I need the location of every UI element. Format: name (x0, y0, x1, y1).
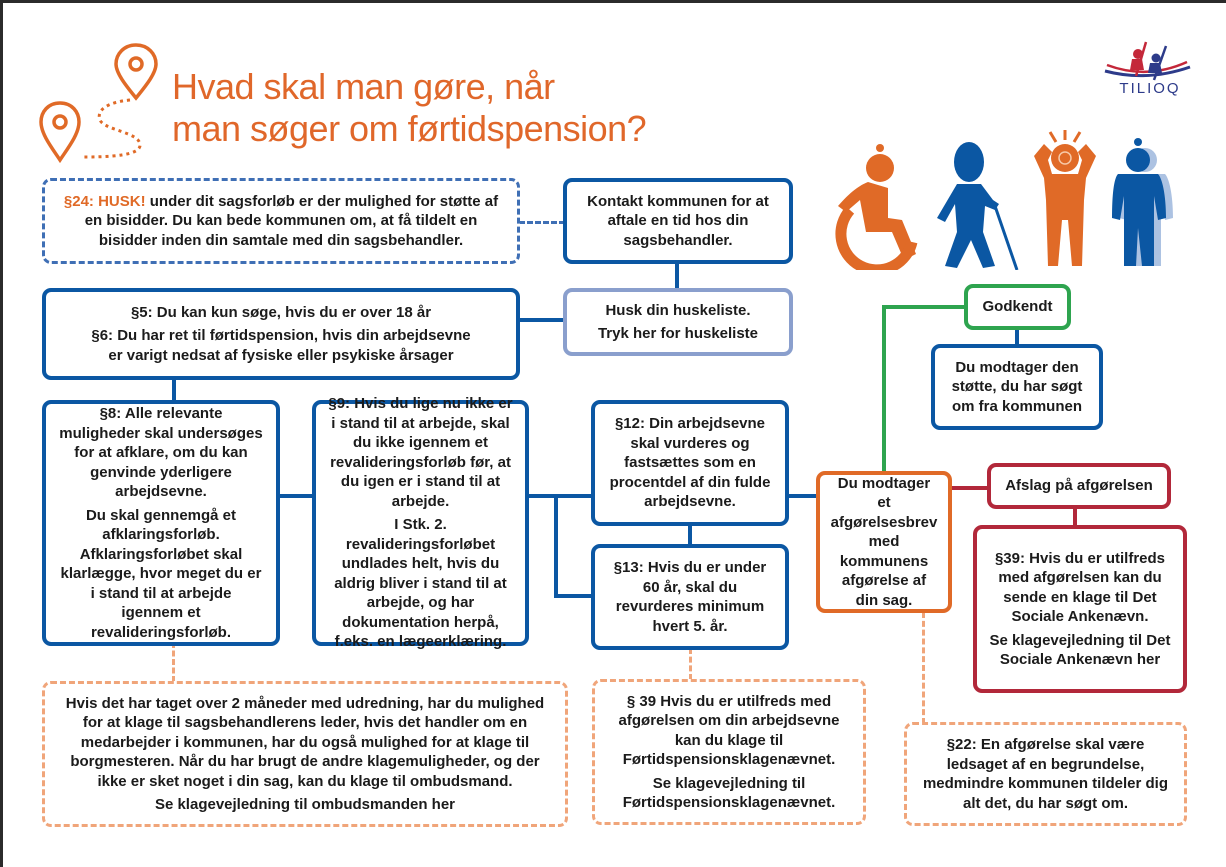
p39-klagenaevn-box[interactable] (592, 679, 866, 825)
p9-text-2: I Stk. 2. revalideringsforløbet undlades helt, hvis du aldrig bliver i stand til at arbejde, og har dokumentation herpå, f.eks. en lægeerklæring. (334, 516, 507, 651)
connector-p8-p9 (278, 494, 314, 498)
p5-text: §5: Du kan kun søge, hvis du er over 18 år (130, 303, 432, 321)
distressed-person-icon (1030, 130, 1100, 270)
huskeliste-link[interactable]: Tryk her for huskeliste (597, 325, 759, 342)
connector-bisidder-kontakt (519, 221, 565, 224)
godkendt-text: Godkendt (982, 298, 1053, 316)
p9-text-1: §9: Hvis du lige nu ikke er i stand til at arbejde, skal du ikke igennem et revalideringsforløb før, at du igen er i stand til at arbejde. (328, 395, 513, 510)
frame-border-top (0, 0, 1226, 3)
p39-ankenaevn-box[interactable] (973, 525, 1187, 693)
godkendt-box (964, 284, 1071, 330)
bisidder-note-box (42, 178, 520, 264)
bisidder-body: under dit sagsforløb er der mulighed for støtte af en bisidder. Du kan bede kommunen om, at få tildelt en bisidder inden din samtale med din sagsbehandler. (84, 192, 499, 249)
connector-p12-afgorelse (787, 494, 819, 498)
klagenaevn-klagevejledning-link[interactable]: Se klagevejledning til Førtidspensionsklagenævnet. (622, 774, 836, 811)
ankenaevn-klagevejledning-link[interactable]: Se klagevejledning til Det Sociale Ankenævn her (989, 631, 1171, 668)
modtager-stotte-text: Du modtager den støtte, du har søgt om fra kommunen (951, 358, 1083, 415)
connector-afgorelse-afslag (948, 486, 990, 490)
bisidder-text (59, 192, 503, 251)
tilioq-logo (1102, 40, 1192, 100)
p22-text: §22: En afgørelse skal være ledsaget af en begrundelse, medmindre kommunen tildeler dig alt det, du har søgt om. (922, 736, 1169, 812)
map-route-icon (38, 40, 158, 165)
page-title (172, 66, 646, 150)
p8-text-2: Du skal gennemgå et afklaringsforløb. Afklaringsforløbet skal klarlægge, hvor meget du er i stand til at arbejde igennem et revalideringsforløb. (60, 506, 262, 641)
connector-p5-huskeliste (519, 318, 565, 322)
p39-ankenaevn-text: §39: Hvis du er utilfreds med afgørelsen kan du sende en klage til Det Sociale Ankenævn. (994, 549, 1166, 625)
ombudsmand-box[interactable] (42, 681, 568, 827)
frame-border-left (0, 0, 3, 867)
connector-p9-p13 (554, 594, 593, 598)
p13-text: §13: Hvis du er under 60 år, skal du revurderes minimum hvert 5. år. (613, 559, 767, 635)
connector-afgorelse-godkendt-vertical (882, 305, 886, 473)
p5-p6-box (42, 288, 520, 380)
kontakt-text: Kontakt kommunen for at aftale en tid hos din sagsbehandler. (587, 192, 769, 249)
p13-box (591, 544, 789, 650)
connector-p13-klagenaevn (689, 648, 692, 680)
title-line-2: man søger om førtidspension? (172, 108, 647, 149)
dizzy-person-icon (1108, 138, 1178, 270)
p8-text-1: §8: Alle relevante muligheder skal undersøges for at afklare, om du kan genvinde yderligere arbejdsevne. (59, 405, 263, 500)
kayak-logo-icon (1102, 40, 1192, 82)
p12-box (591, 400, 789, 526)
blind-person-cane-icon (935, 140, 1025, 270)
title-line-1: Hvad skal man gøre, når (172, 66, 555, 107)
p6-text: §6: Du har ret til førtidspension, hvis din arbejdsevne er varigt nedsat af fysiske eller psykiske årsager (91, 327, 471, 364)
connector-afgorelse-godkendt-horizontal (882, 305, 966, 309)
ombudsmand-klagevejledning-link[interactable]: Se klagevejledning til ombudsmanden her (154, 796, 456, 813)
kontakt-kommunen-box (563, 178, 793, 264)
wheelchair-person-icon (830, 140, 926, 270)
modtager-stotte-box (931, 344, 1103, 430)
afslag-box (987, 463, 1171, 509)
connector-p9-branch (527, 494, 593, 498)
ombudsmand-text: Hvis det har taget over 2 måneder med udredning, har du mulighed for at klage til sagsbehandlerens leder, hvis det handler om en medarbejder i kommunen, har du også mulighed for at klage til borgmesteren. Når du har brugt de andre klagemuligheder, og der ikke er sket noget i din sag, kan du klage til ombudsmand. (65, 694, 545, 790)
connector-p9-vertical (554, 494, 558, 598)
p12-text: §12: Din arbejdsevne skal vurderes og fastsættes som en procentdel af din fulde arbejdsevne. (609, 415, 771, 511)
afgorelse-box (816, 471, 952, 613)
logo-text: TILIOQ (1119, 80, 1181, 97)
connector-kontakt-huskeliste (675, 262, 679, 290)
p8-box (42, 400, 280, 646)
husk-highlight: §24: HUSK! (63, 192, 146, 210)
connector-afgorelse-p22 (922, 612, 925, 724)
connector-p8-ombudsmand (172, 642, 175, 682)
p9-box (312, 395, 529, 651)
connector-p5-p8 (172, 378, 176, 400)
afgorelse-text: Du modtager et afgørelsesbrev med kommunens afgørelse af din sag. (830, 474, 938, 609)
p22-box (904, 722, 1187, 826)
huskeliste-button[interactable] (563, 288, 793, 356)
afslag-text: Afslag på afgørelsen (1005, 477, 1153, 495)
huskeliste-line-1: Husk din huskeliste. (605, 301, 751, 319)
p39-klagenaevn-text: § 39 Hvis du er utilfreds med afgørelsen om din arbejdsevne kan du klage til Førtidspensionsklagenævnet. (618, 692, 840, 768)
